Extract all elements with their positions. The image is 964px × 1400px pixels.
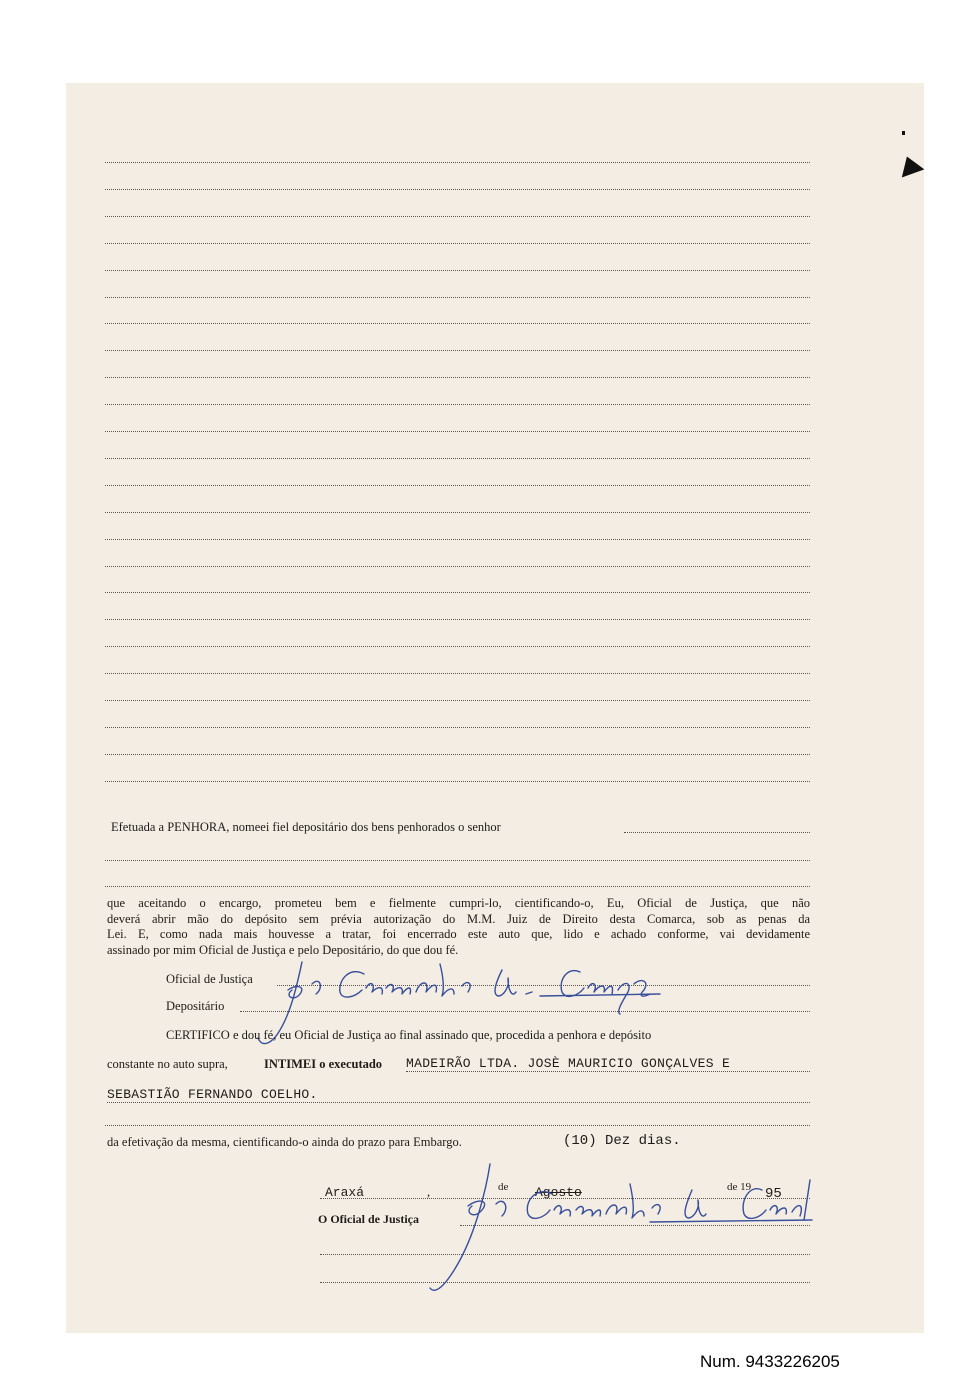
blank-line <box>105 404 810 405</box>
executado-line-1 <box>406 1071 810 1072</box>
executado-typed-2: SEBASTIÃO FERNANDO COELHO. <box>107 1087 318 1102</box>
final-oficial-label: O Oficial de Justiça <box>318 1212 419 1226</box>
blank-line <box>105 485 810 486</box>
intimei-label: INTIMEI o executado <box>264 1057 383 1071</box>
blank-line <box>105 727 810 728</box>
blank-line <box>105 619 810 620</box>
blank-line <box>105 270 810 271</box>
blank-line <box>105 458 810 459</box>
blank-line <box>105 189 810 190</box>
blank-line <box>105 377 810 378</box>
blank-line <box>105 592 810 593</box>
ink-speck <box>902 131 905 135</box>
blank-line <box>105 243 810 244</box>
executado-line-2 <box>107 1102 810 1103</box>
blank-line <box>105 323 810 324</box>
blank-line <box>105 886 810 887</box>
date-month: Agosto <box>535 1185 582 1200</box>
paragraph-line: deverá abrir mão do depósito sem prévia autorização do M.M. Juiz de Direito desta Comarca, sob as penas da <box>107 911 810 926</box>
prazo-typed: (10) Dez dias. <box>563 1133 681 1149</box>
blank-line <box>105 1125 810 1126</box>
paragraph-line: que aceitando o encargo, prometeu bem e fielmente cumpri-lo, cientificando-o, Eu, Oficial de Justiça, que não <box>107 896 810 910</box>
blank-line <box>105 860 810 861</box>
executado-typed-1: MADEIRÃO LTDA. JOSÈ MAURICIO GONÇALVES E <box>406 1056 731 1071</box>
oficial-label: Oficial de Justiça <box>166 972 253 986</box>
blank-line <box>105 566 810 567</box>
paragraph-line: assinado por mim Oficial de Justiça e pelo Depositário, do que dou fé. <box>107 942 459 957</box>
blank-line <box>105 162 810 163</box>
blank-line <box>105 539 810 540</box>
penhora-label: Efetuada a PENHORA, nomeei fiel depositário dos bens penhorados o senhor <box>111 820 501 834</box>
certifico-line: CERTIFICO e dou fé, eu Oficial de Justiça ao final assinado que, procedida a penhora e depósito <box>166 1028 652 1042</box>
prazo-label: da efetivação da mesma, cientificando-o ainda do prazo para Embargo. <box>107 1135 462 1149</box>
date-comma: , <box>427 1185 431 1199</box>
certifico-line2-prefix: constante no auto supra, <box>107 1057 228 1071</box>
date-de2: de 19 <box>727 1181 752 1193</box>
paragraph-line: Lei. E, como nada mais houvesse a tratar, foi encerrado este auto que, lido e achado conforme, vai devidamente <box>107 927 810 941</box>
blank-line <box>105 350 810 351</box>
blank-line <box>105 646 810 647</box>
blank-line <box>105 216 810 217</box>
blank-line <box>105 700 810 701</box>
depositario-label: Depositário <box>166 999 225 1013</box>
blank-line <box>105 297 810 298</box>
date-year: 95 <box>765 1186 782 1202</box>
date-city: Araxá <box>325 1185 365 1200</box>
blank-line <box>105 431 810 432</box>
final-signature <box>420 1160 820 1300</box>
blank-line <box>105 781 810 782</box>
blank-line <box>105 754 810 755</box>
blank-line <box>105 673 810 674</box>
document-number: Num. 9433226205 <box>700 1352 840 1371</box>
date-de1: de <box>498 1181 509 1193</box>
blank-line <box>105 512 810 513</box>
depositario-name-line <box>624 832 810 833</box>
